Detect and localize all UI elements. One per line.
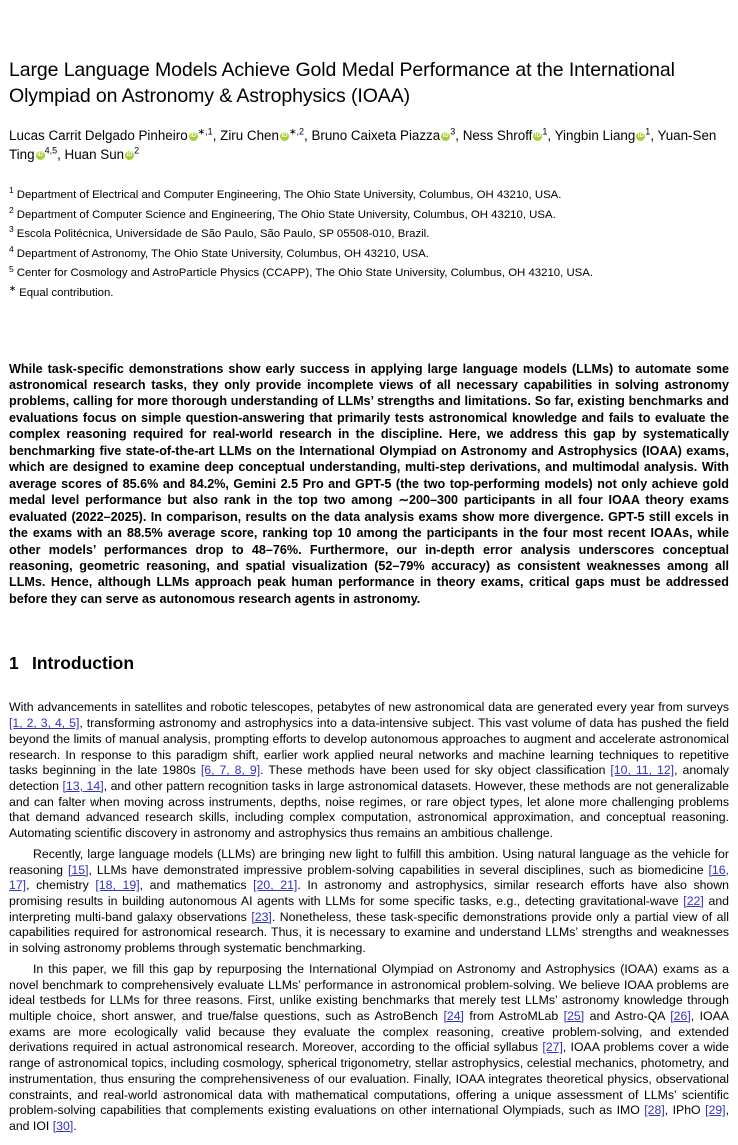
author-affiliation-sup: ∗,1: [197, 126, 213, 137]
body-paragraph: In this paper, we fill this gap by repurposing the International Olympiad on Astronomy and Astrophysics (IOAA) exams as a novel benchmark to comprehensively evaluate LLMs’ performance in astronomical problem-solving. We believe IOAA problems are ideal testbeds for LLMs for three reasons. First, unlike existing benchmarks that merely test LLMs’ astronomy knowledge through multiple choice, short answer, and true/false questions, such as AstroBench [24] from AstroMLab [25] and Astro-QA [26], IOAA exams are more ecologically valid because they evaluate the complex reasoning, creative problem-solving, and extended derivations required in actual astronomical research. Moreover, according to the official syllabus [27], IOAA problems cover a wide range of astronomical topics, including cosmology, spherical trigonometry, stellar astrophysics, celestial mechanics, photometry, and instrumentation, thus ensuring the comprehensiveness of our evaluation. Finally, IOAA integrates theoretical physics, observational constraints, and real-world astronomical data with mathematical computations, offering a unique assessment of LLMs’ scientific problem-solving capabilities that complements existing evaluations on other international Olympiads, such as IMO [28], IPhO [29], and IOI [30].: [9, 961, 730, 1134]
affiliation-text: Equal contribution.: [19, 286, 114, 299]
body-paragraph: Recently, large language models (LLMs) are bringing new light to fulfill this ambition. Using natural language as the vehicle for reasoning [15], LLMs have demonstrated impressive problem-solving capabilities in several disciplines, such as biomedicine [16, 17], chemistry [18, 19], and mathematics [20, 21]. In astronomy and astrophysics, similar research efforts have also shown promising results in building autonomous AI agents with LLMs for some specific tasks, e.g., detecting gravitational-wave [22] and interpreting multi-band galaxy observations [23]. Nonetheless, these task-specific demonstrations provide only a partial view of all capabilities required for astronomical research. Thus, it is necessary to examine and understand LLMs’ strengths and weaknesses in solving astronomy problems through systematic benchmarking.: [9, 846, 729, 956]
author-name: Bruno Caixeta Piazza: [311, 128, 441, 143]
author-affiliation-sup: 1: [645, 126, 651, 137]
paper-title: Large Language Models Achieve Gold Medal Performance at the International Olympiad on Astronomy & Astrophysics (IOAA): [9, 59, 675, 107]
affiliation-number: 5: [9, 263, 14, 274]
affiliation: [9, 225, 729, 245]
affiliation-number: 1: [9, 185, 14, 196]
orcid-icon[interactable]: iD: [534, 133, 541, 139]
affiliation-number: 3: [9, 224, 14, 235]
affiliation-text: Center for Cosmology and AstroParticle Physics (CCAPP), The Ohio State University, Columbus, OH 43210, USA.: [16, 267, 594, 280]
section-title: Introduction: [32, 653, 135, 674]
citation-link[interactable]: [10, 11, 12]: [610, 763, 675, 778]
citation-link[interactable]: [16, 17]: [9, 862, 729, 893]
abstract-text: While task-specific demonstrations show early success in applying large language models (LLMs) to automate some astronomical research tasks, they only provide incomplete views of all necessary capabilities in solving astronomy problems, calling for more thorough understanding of LLMs’ strengths and limitations. So far, existing benchmarks and evaluations focus on simple question-answering that primarily tests astronomical knowledge and fails to evaluate the complex reasoning required for real-world research in the discipline. Here, we address this gap by systematically benchmarking five state-of-the-art LLMs on the International Olympiad on Astronomy and Astrophysics (IOAA) exams, which are designed to examine deep conceptual understanding, multi-step derivations, and multimodal analysis. With average scores of 85.6% and 84.2%, Gemini 2.5 Pro and GPT-5 (the two top-performing models) not only achieve gold medal level performance but also rank in the top two among ∼200–300 participants in all four IOAA theory exams evaluated (2022–2025). In comparison, results on the data analysis exams show more divergence. GPT-5 still excels in the exams with an 88.5% average score, ranking top 10 among the participants in the four most recent IOAAs, while other models’ performances drop to 48–76%. Furthermore, our in-depth error analysis underscores conceptual reasoning, geometric reasoning, and spatial visualization (52–79% accuracy) as consistent weaknesses among all LLMs. Hence, although LLMs approach peak human performance in theory exams, critical gaps must be addressed before they can serve as autonomous research agents in astronomy.: [9, 361, 729, 606]
author: [65, 147, 140, 162]
citation-link[interactable]: [29]: [705, 1103, 726, 1118]
citation-link[interactable]: [24]: [443, 1009, 464, 1024]
affiliation-text: Department of Computer Science and Engineering, The Ohio State University, Columbus, OH 43210, USA.: [16, 208, 556, 221]
citation-link[interactable]: [13, 14]: [62, 778, 104, 793]
affiliation: [9, 264, 729, 284]
affiliation: [9, 245, 729, 265]
author: [463, 128, 548, 143]
author-name: Lucas Carrit Delgado Pinheiro: [9, 128, 188, 143]
citation-link[interactable]: [30]: [52, 1119, 74, 1134]
citation-link[interactable]: [18, 19]: [95, 878, 140, 893]
affiliation-text: Escola Politécnica, Universidade de São Paulo, São Paulo, SP 05508-010, Brazil.: [16, 228, 430, 241]
citation-link[interactable]: [6, 7, 8, 9]: [200, 763, 261, 778]
citation-link[interactable]: [15]: [67, 862, 89, 877]
orcid-icon[interactable]: iD: [126, 152, 133, 158]
citation-link[interactable]: [22]: [683, 893, 704, 908]
author-name: Huan Sun: [64, 147, 125, 162]
citation-link[interactable]: [27]: [542, 1040, 563, 1055]
author-affiliation-sup: 4,5: [44, 145, 58, 156]
author-name: Yingbin Liang: [554, 128, 636, 143]
orcid-icon[interactable]: iD: [190, 133, 197, 139]
body-paragraph: With advancements in satellites and robotic telescopes, petabytes of new astronomical data are generated every year from surveys [1, 2, 3, 4, 5], transforming astronomy and astrophysics into a data-intensive subject. This vast volume of data has pushed the field beyond the limits of manual analysis, prompting efforts to develop autonomous approaches to augment and accelerate astronomical research. In response to this paradigm shift, earlier work applied neural networks and machine learning techniques to repetitive tasks beginning in the late 1980s [6, 7, 8, 9]. These methods have been used for sky object classification [10, 11, 12], anomaly detection [13, 14], and other pattern recognition tasks in large astronomical datasets. However, these methods are not generalizable and can falter when moving across instruments, depths, noise regimes, or rare object types, let alone more challenging problems that demand advanced research skills, including complex computation, astronomical approximation, and conceptual reasoning. Automating scientific discovery in astronomy and astrophysics thus remains an ambitious challenge.: [9, 700, 729, 841]
author-affiliation-sup: ∗,2: [288, 126, 304, 137]
citation-link[interactable]: [26]: [670, 1009, 691, 1024]
author-name: Yuan-Sen Ting: [9, 128, 717, 162]
orcid-icon[interactable]: iD: [637, 133, 644, 139]
citation-link[interactable]: [20, 21]: [253, 878, 298, 893]
author: [311, 128, 455, 143]
citation-link[interactable]: [23]: [251, 909, 272, 924]
affiliation: [9, 284, 729, 304]
author-affiliation-sup: 1: [542, 126, 548, 137]
affiliation-text: Department of Astronomy, The Ohio State University, Columbus, OH 43210, USA.: [16, 247, 429, 260]
orcid-icon[interactable]: iD: [442, 133, 449, 139]
author: [555, 128, 651, 143]
introduction-paragraphs: [9, 700, 729, 1134]
author-name: Ziru Chen: [220, 128, 279, 143]
citation-link[interactable]: [28]: [644, 1103, 665, 1118]
author: [220, 128, 304, 143]
section-number: 1: [9, 653, 19, 674]
author-list: Lucas Carrit Delgado Pinheiro iD $^{∗,1}$, Ziru Chen iD $^{∗,2}$, Bruno Caixeta Piazza iD $^3$, Ness Shroff iD $^1$, Yingbin Liang iD $^1$, Yuan-Sen Ting iD $^{4,5}$, Huan Sun iD $^2$: [9, 126, 717, 162]
author: [9, 128, 213, 143]
author-affiliation-sup: 2: [134, 145, 140, 156]
author-affiliation-sup: 3: [450, 126, 456, 137]
affiliation-text: Department of Electrical and Computer Engineering, The Ohio State University, Columbus, OH 43210, USA.: [16, 189, 562, 201]
orcid-icon[interactable]: iD: [281, 133, 288, 139]
affiliation-number: 4: [9, 243, 14, 254]
affiliation: [9, 206, 729, 226]
orcid-icon[interactable]: iD: [37, 152, 44, 158]
affiliation-list: [9, 186, 729, 304]
affiliation: [9, 186, 729, 206]
author-name: Ness Shroff: [462, 128, 533, 143]
citation-link[interactable]: [1, 2, 3, 4, 5]: [9, 716, 80, 731]
section-heading: [9, 652, 729, 674]
affiliation-number: ∗: [9, 283, 17, 294]
citation-link[interactable]: [25]: [563, 1009, 585, 1024]
affiliation-number: 2: [9, 204, 14, 215]
